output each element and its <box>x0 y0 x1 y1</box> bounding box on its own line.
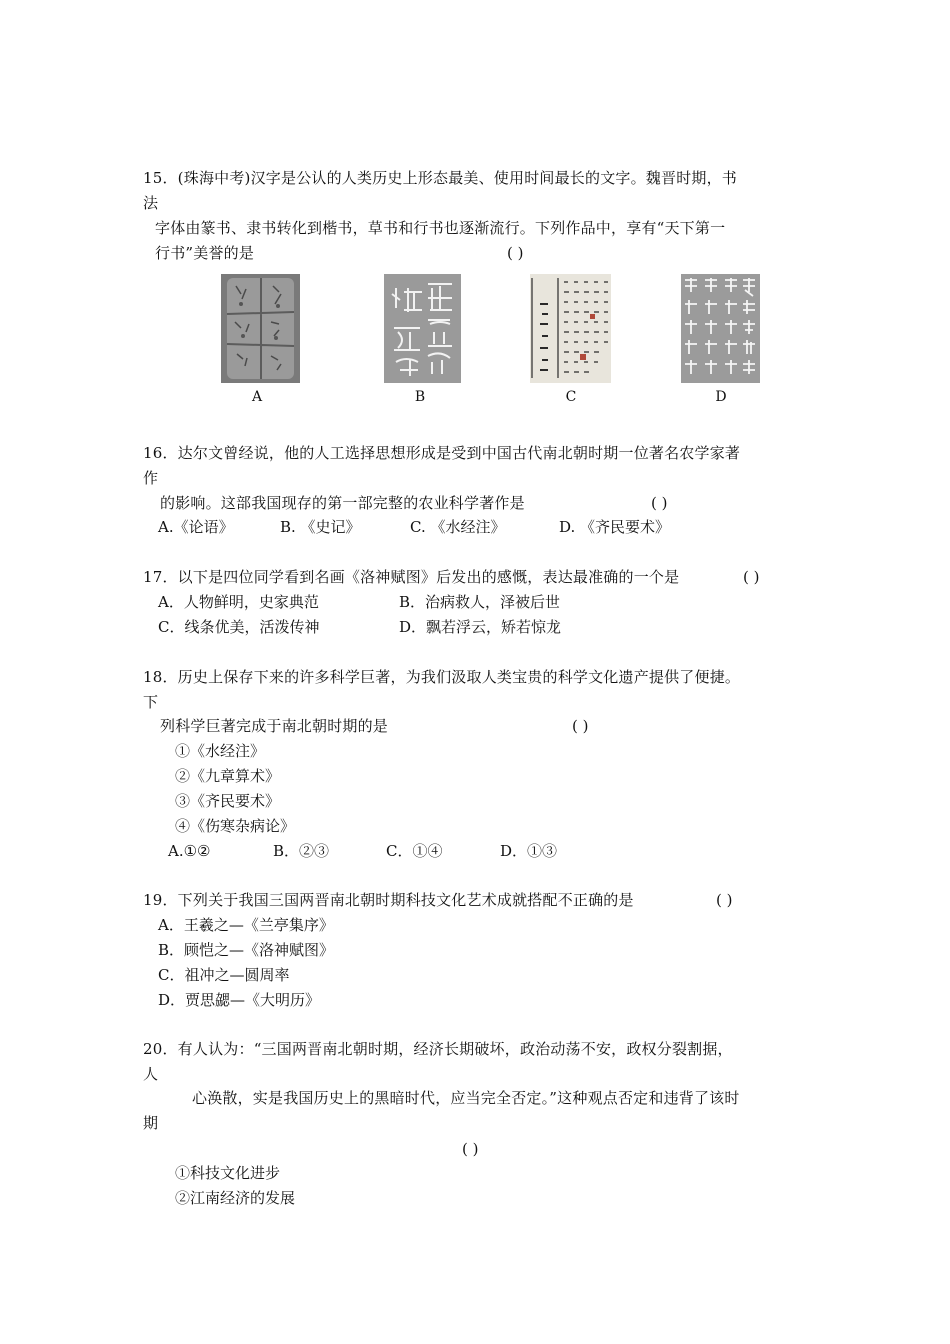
q18-item-1: ①《水经注》 <box>175 742 266 760</box>
image-label-d: D <box>715 389 727 405</box>
q15-answer-paren: ( ) <box>507 244 524 262</box>
q17-option-d: D．飘若浮云，矫若惊龙 <box>399 618 562 636</box>
q19-option-d: D．贾思勰—《大明历》 <box>158 991 321 1009</box>
oracle-bone-inscription-image <box>221 274 300 383</box>
q18-line1: 18．历史上保存下来的许多科学巨著，为我们汲取人类宝贵的科学文化遗产提供了便捷。 <box>143 668 741 686</box>
q16-option-d: D. 《齐民要术》 <box>559 518 671 536</box>
regular-script-image <box>681 274 760 383</box>
q16-option-b: B. 《史记》 <box>280 518 361 536</box>
q15-line2: 法 <box>143 194 159 212</box>
q20-line4: 期 <box>143 1114 159 1132</box>
q18-answer-paren: ( ) <box>572 717 589 735</box>
q18-option-b: B．②③ <box>273 842 330 860</box>
q18-option-a: A.①② <box>168 842 211 860</box>
q20-answer-paren: ( ) <box>462 1140 479 1158</box>
q16-option-c: C. 《水经注》 <box>410 518 506 536</box>
lanting-preface-image <box>530 274 611 383</box>
q17-option-b: B．治病救人，泽被后世 <box>399 593 561 611</box>
q20-line3: 心涣散，实是我国历史上的黑暗时代，应当完全否定。”这种观点否定和违背了该时 <box>192 1089 740 1107</box>
q16-answer-paren: ( ) <box>651 494 668 512</box>
image-label-c: C <box>565 389 577 405</box>
q17-option-a: A．人物鲜明，史家典范 <box>158 593 319 611</box>
q16-option-a: A.《论语》 <box>158 518 234 536</box>
seal-script-image <box>384 274 461 383</box>
q20-item-1: ①科技文化进步 <box>175 1164 281 1182</box>
q19-line1: 19．下列关于我国三国两晋南北朝时期科技文化艺术成就搭配不正确的是 <box>143 891 634 909</box>
q16-line2: 作 <box>143 469 159 487</box>
q17-line1: 17．以下是四位同学看到名画《洛神赋图》后发出的感慨，表达最准确的一个是 <box>143 568 680 586</box>
q19-answer-paren: ( ) <box>716 891 733 909</box>
q18-option-c: C．①④ <box>386 842 443 860</box>
q18-option-d: D．①③ <box>500 842 558 860</box>
q15-line1: 15．(珠海中考)汉字是公认的人类历史上形态最美、使用时间最长的文字。魏晋时期，书 <box>143 169 737 187</box>
q15-line4: 行书”美誉的是 <box>155 244 255 262</box>
q19-option-c: C．祖冲之—圆周率 <box>158 966 290 984</box>
q18-line3: 列科学巨著完成于南北朝时期的是 <box>160 717 389 735</box>
q18-item-2: ②《九章算术》 <box>175 767 281 785</box>
q20-line2: 人 <box>143 1065 159 1083</box>
q19-option-a: A．王羲之—《兰亭集序》 <box>158 916 334 934</box>
q16-line1: 16．达尔文曾经说，他的人工选择思想形成是受到中国古代南北朝时期一位著名农学家著 <box>143 444 741 462</box>
q18-line2: 下 <box>143 693 159 711</box>
q18-item-4: ④《伤寒杂病论》 <box>175 817 296 835</box>
q17-answer-paren: ( ) <box>743 568 760 586</box>
q20-item-2: ②江南经济的发展 <box>175 1189 296 1207</box>
q16-line3: 的影响。这部我国现存的第一部完整的农业科学著作是 <box>160 494 525 512</box>
q19-option-b: B．顾恺之—《洛神赋图》 <box>158 941 335 959</box>
q18-item-3: ③《齐民要术》 <box>175 792 281 810</box>
q15-line3: 字体由篆书、隶书转化到楷书，草书和行书也逐渐流行。下列作品中，享有“天下第一 <box>155 219 726 237</box>
image-label-a: A <box>251 389 263 405</box>
q20-line1: 20．有人认为：“三国两晋南北朝时期，经济长期破坏，政治动荡不安，政权分裂割据， <box>143 1040 733 1058</box>
q17-option-c: C．线条优美，活泼传神 <box>158 618 320 636</box>
image-label-b: B <box>414 389 426 405</box>
